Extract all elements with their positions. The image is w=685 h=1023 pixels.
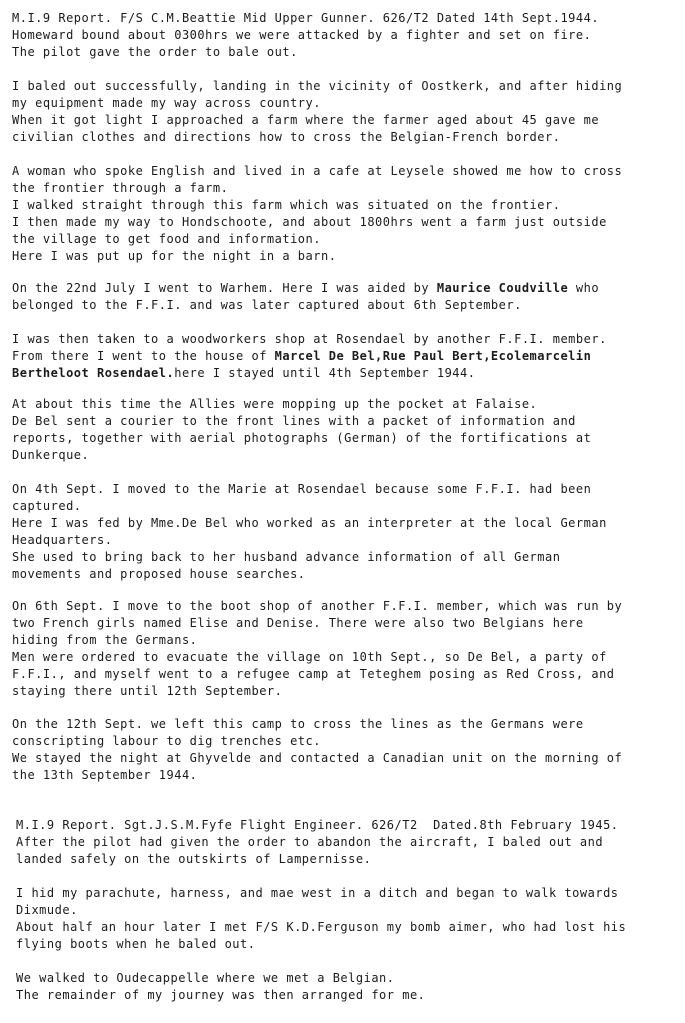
report1-text-line: captured. <box>12 499 82 513</box>
report1-text-line: the village to get food and information. <box>12 232 321 246</box>
report1-text-line: movements and proposed house searches. <box>12 567 306 581</box>
report1-text-line <box>12 348 591 365</box>
report1-text-line: my equipment made my way across country. <box>12 96 321 110</box>
report1-header: M.I.9 Report. F/S C.M.Beattie Mid Upper Gunner. 626/T2 Dated 14th Sept.1944. <box>12 11 600 25</box>
report2-text-line: About half an hour later I met F/S K.D.Ferguson my bomb aimer, who had lost his <box>16 920 627 934</box>
report1-text-line: belonged to the F.F.I. and was later captured about 6th September. <box>12 298 522 312</box>
address-bold: Bertheloot Rosendael. <box>12 366 175 380</box>
report1-text-line: Here I was fed by Mme.De Bel who worked as an interpreter at the local German <box>12 516 607 530</box>
report1-text-line: On 6th Sept. I move to the boot shop of another F.F.I. member, which was run by <box>12 599 623 613</box>
report1-text-line: When it got light I approached a farm where the farmer aged about 45 gave me <box>12 113 600 127</box>
report2-text-line: The remainder of my journey was then arranged for me. <box>16 988 426 1002</box>
report1-text-line: reports, together with aerial photographs (German) of the fortifications at <box>12 431 592 445</box>
helper-name-bold: Maurice Coudville <box>436 281 569 295</box>
report1-text-line: civilian clothes and directions how to cross the Belgian-French border. <box>12 130 561 144</box>
report1-text-line <box>12 365 475 382</box>
report1-text-line: I then made my way to Hondschoote, and about 1800hrs went a farm just outside <box>12 215 607 229</box>
report1-text-line: Men were ordered to evacuate the village on 10th Sept., so De Bel, a party of <box>12 650 607 664</box>
report2-text-line: flying boots when he baled out. <box>16 937 256 951</box>
text-fragment: who <box>568 281 600 295</box>
report1-text-line: She used to bring back to her husband advance information of all German <box>12 550 561 564</box>
report1-text-line: The pilot gave the order to bale out. <box>12 45 298 59</box>
report1-text-line: the 13th September 1944. <box>12 768 198 782</box>
report2-text-line: I hid my parachute, harness, and mae west in a ditch and began to walk towards <box>16 886 619 900</box>
report1-text-line: I baled out successfully, landing in the vicinity of Oostkerk, and after hiding <box>12 79 623 93</box>
report1-text-line: the frontier through a farm. <box>12 181 229 195</box>
report2-text-line: We walked to Oudecappelle where we met a Belgian. <box>16 971 395 985</box>
report1-text-line: I walked straight through this farm which was situated on the frontier. <box>12 198 561 212</box>
report1-text-line: conscripting labour to dig trenches etc. <box>12 734 321 748</box>
report1-text-line: hiding from the Germans. <box>12 633 198 647</box>
report1-text-line: Headquarters. <box>12 533 113 547</box>
report1-text-line: On 4th Sept. I moved to the Marie at Rosendael because some F.F.I. had been <box>12 482 592 496</box>
report1-text-line: A woman who spoke English and lived in a cafe at Leysele showed me how to cross <box>12 164 623 178</box>
text-fragment: From there I went to the house of <box>12 349 275 363</box>
text-fragment: On the 22nd July I went to Warhem. Here I was aided by <box>12 281 437 295</box>
report1-text-line: Here I was put up for the night in a barn. <box>12 249 337 263</box>
report1-text-line: De Bel sent a courier to the front lines with a packet of information and <box>12 414 576 428</box>
report1-text-line: Homeward bound about 0300hrs we were attacked by a fighter and set on fire. <box>12 28 592 42</box>
report2-text-line: landed safely on the outskirts of Lampernisse. <box>16 852 372 866</box>
report1-text-line: two French girls named Elise and Denise. There were also two Belgians here <box>12 616 584 630</box>
report1-text-line: Dunkerque. <box>12 448 90 462</box>
report1-text-line: F.F.I., and myself went to a refugee camp at Teteghem posing as Red Cross, and <box>12 667 615 681</box>
report2-text-line: After the pilot had given the order to abandon the aircraft, I baled out and <box>16 835 604 849</box>
report1-text-line: On the 12th Sept. we left this camp to cross the lines as the Germans were <box>12 717 584 731</box>
report1-text-line: At about this time the Allies were mopping up the pocket at Falaise. <box>12 397 538 411</box>
address-bold: Marcel De Bel,Rue Paul Bert,Ecolemarcelin <box>274 349 592 363</box>
report2-text-line: Dixmude. <box>16 903 78 917</box>
report1-text-line: staying there until 12th September. <box>12 684 283 698</box>
text-fragment: here I stayed until 4th September 1944. <box>174 366 476 380</box>
report1-text-line: I was then taken to a woodworkers shop at Rosendael by another F.F.I. member. <box>12 332 607 346</box>
report1-text-line <box>12 280 599 297</box>
report2-header: M.I.9 Report. Sgt.J.S.M.Fyfe Flight Engineer. 626/T2 Dated.8th February 1945. <box>16 818 619 832</box>
report1-text-line: We stayed the night at Ghyvelde and contacted a Canadian unit on the morning of <box>12 751 623 765</box>
